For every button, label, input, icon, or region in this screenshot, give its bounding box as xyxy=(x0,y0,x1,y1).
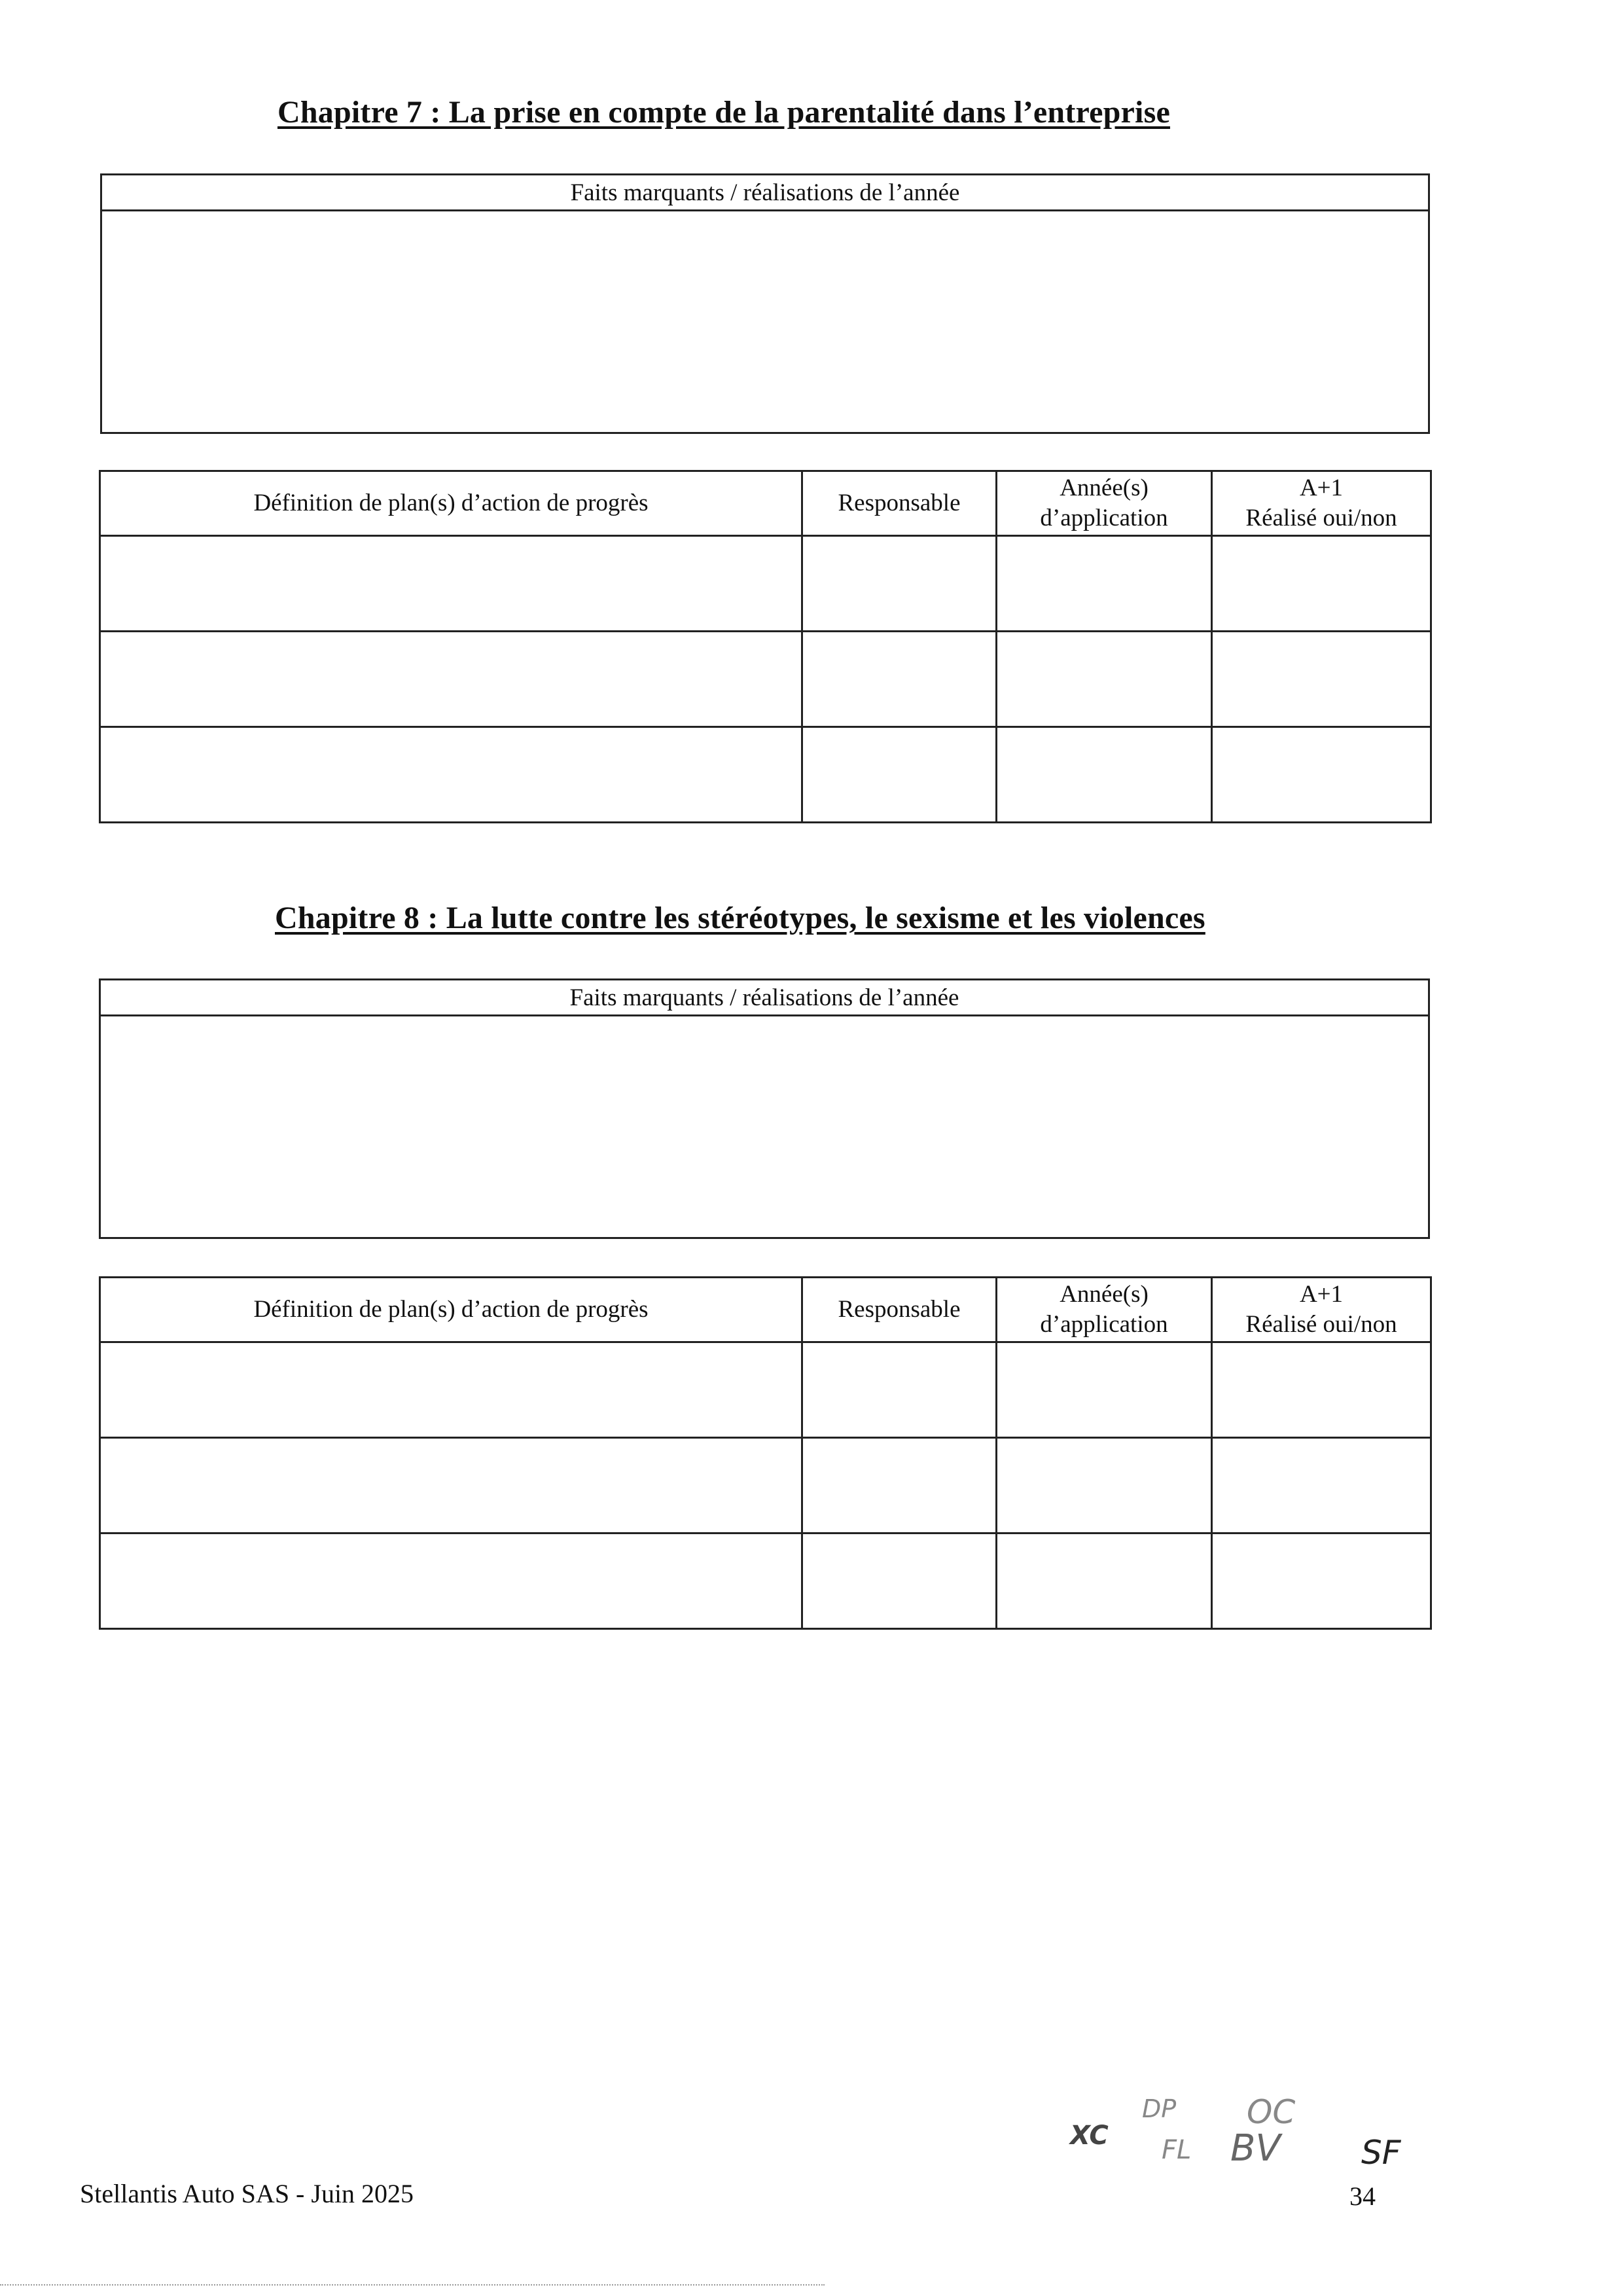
cell-definition[interactable] xyxy=(100,1342,802,1438)
cell-annees[interactable] xyxy=(997,1438,1212,1534)
initials-bv: BV xyxy=(1230,2127,1281,2170)
chapter-7-highlights-header: Faits marquants / réalisations de l’année xyxy=(102,175,1428,211)
initials-sf: SF xyxy=(1361,2134,1401,2172)
table-row xyxy=(100,727,1431,823)
cell-aplus1[interactable] xyxy=(1212,1438,1431,1534)
cell-aplus1[interactable] xyxy=(1212,536,1431,632)
table-row xyxy=(100,536,1431,632)
table-header-row xyxy=(100,1278,1431,1342)
initials-fl: FL xyxy=(1162,2135,1192,2165)
cell-responsable[interactable] xyxy=(802,1534,997,1629)
initials-xc: XC xyxy=(1070,2121,1109,2151)
table-row xyxy=(100,1534,1431,1629)
cell-annees[interactable] xyxy=(997,536,1212,632)
table-header-row xyxy=(100,471,1431,536)
initials-dp: DP xyxy=(1142,2094,1177,2123)
cell-aplus1[interactable] xyxy=(1212,727,1431,823)
cell-aplus1[interactable] xyxy=(1212,1342,1431,1438)
cell-aplus1[interactable] xyxy=(1212,1534,1431,1629)
chapter-7-plan-table xyxy=(99,470,1432,823)
cell-responsable[interactable] xyxy=(802,1342,997,1438)
cell-definition[interactable] xyxy=(100,632,802,727)
scan-edge-divider xyxy=(0,2284,825,2286)
chapter-7-highlights-box xyxy=(100,173,1430,434)
chapter-8-highlights-box xyxy=(99,978,1430,1239)
header-annees: Année(s) d’application xyxy=(997,1278,1212,1342)
chapter-8-title: Chapitre 8 : La lutte contre les stéréotypes, le sexisme et les violences xyxy=(275,901,1205,935)
header-aplus1: A+1 Réalisé oui/non xyxy=(1212,471,1431,536)
header-responsable: Responsable xyxy=(802,471,997,536)
header-definition: Définition de plan(s) d’action de progrès xyxy=(100,1278,802,1342)
cell-annees[interactable] xyxy=(997,632,1212,727)
cell-responsable[interactable] xyxy=(802,536,997,632)
page-number: 34 xyxy=(1349,2181,1376,2211)
table-row xyxy=(100,1438,1431,1534)
chapter-8-plan-table xyxy=(99,1276,1432,1630)
table-row xyxy=(100,1342,1431,1438)
header-aplus1: A+1 Réalisé oui/non xyxy=(1212,1278,1431,1342)
cell-aplus1[interactable] xyxy=(1212,632,1431,727)
cell-definition[interactable] xyxy=(100,1534,802,1629)
header-responsable: Responsable xyxy=(802,1278,997,1342)
cell-responsable[interactable] xyxy=(802,632,997,727)
cell-definition[interactable] xyxy=(100,1438,802,1534)
cell-responsable[interactable] xyxy=(802,1438,997,1534)
chapter-7-title: Chapitre 7 : La prise en compte de la parentalité dans l’entreprise xyxy=(277,95,1170,130)
header-definition: Définition de plan(s) d’action de progrès xyxy=(100,471,802,536)
footer-company-date: Stellantis Auto SAS - Juin 2025 xyxy=(80,2179,414,2208)
table-row xyxy=(100,632,1431,727)
chapter-8-highlights-header: Faits marquants / réalisations de l’année xyxy=(101,980,1428,1016)
cell-annees[interactable] xyxy=(997,1342,1212,1438)
initials-oc: OC xyxy=(1247,2093,1296,2131)
cell-responsable[interactable] xyxy=(802,727,997,823)
cell-definition[interactable] xyxy=(100,536,802,632)
header-annees: Année(s) d’application xyxy=(997,471,1212,536)
cell-annees[interactable] xyxy=(997,1534,1212,1629)
cell-definition[interactable] xyxy=(100,727,802,823)
cell-annees[interactable] xyxy=(997,727,1212,823)
